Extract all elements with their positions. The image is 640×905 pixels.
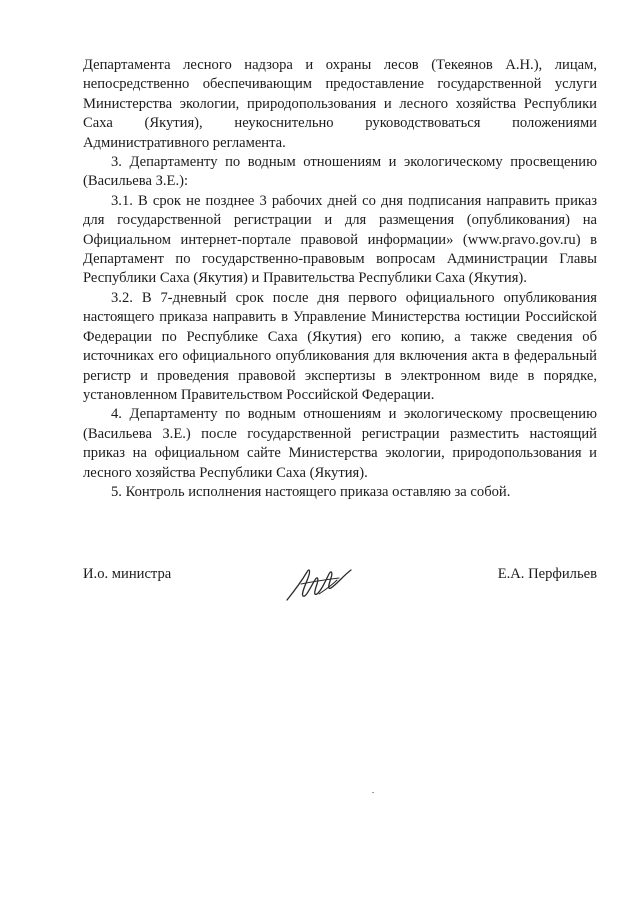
paragraph-item-3-2: 3.2. В 7-дневный срок после дня первого официального опубликования настоящего приказа направить в Управление Министерства юстиции Российской Федерации по Республике Саха (Якутия) его копию, а также сведения об источниках его официального опубликования для включения акта в федеральный регистр и проведения правовой экспертизы в электронном виде в порядке, установленном Правительством Российской Федерации. [83, 289, 597, 403]
signatory-title: И.о. министра [83, 566, 172, 582]
document-body [83, 56, 597, 502]
handwritten-signature [281, 560, 361, 608]
signature-block [83, 566, 597, 626]
paragraph-item-4: 4. Департаменту по водным отношениям и экологическому просвещению (Васильева З.Е.) после государственной регистрации разместить настоящий приказ на официальном сайте Министерства экологии, природопользования и лесного хозяйства Республики Саха (Якутия). [83, 406, 597, 481]
paragraph-item-3: 3. Департаменту по водным отношениям и экологическому просвещению (Васильева З.Е.): [83, 154, 597, 190]
paragraph-continuation: Департамента лесного надзора и охраны лесов (Текеянов А.Н.), лицам, непосредственно обеспечивающим предоставление государственной услуги Министерства экологии, природопользования и лесного хозяйства Республики Саха (Якутия), неукоснительно руководствоваться положениями Административного регламента. [83, 57, 597, 151]
paragraph-item-3-1: 3.1. В срок не позднее 3 рабочих дней со дня подписания направить приказ для государственной регистрации и для размещения (опубликования) на Официальном интернет-портале правовой информации» (www.pravo.gov.ru) в Департамент по государственно-правовым вопросам Администрации Главы Республики Саха (Якутия) и Правительства Республики Саха (Якутия). [83, 192, 597, 287]
paragraph-item-5: 5. Контроль исполнения настоящего приказа оставляю за собой. [111, 483, 511, 500]
scan-speck [372, 792, 374, 793]
signatory-name: Е.А. Перфильев [497, 566, 597, 582]
